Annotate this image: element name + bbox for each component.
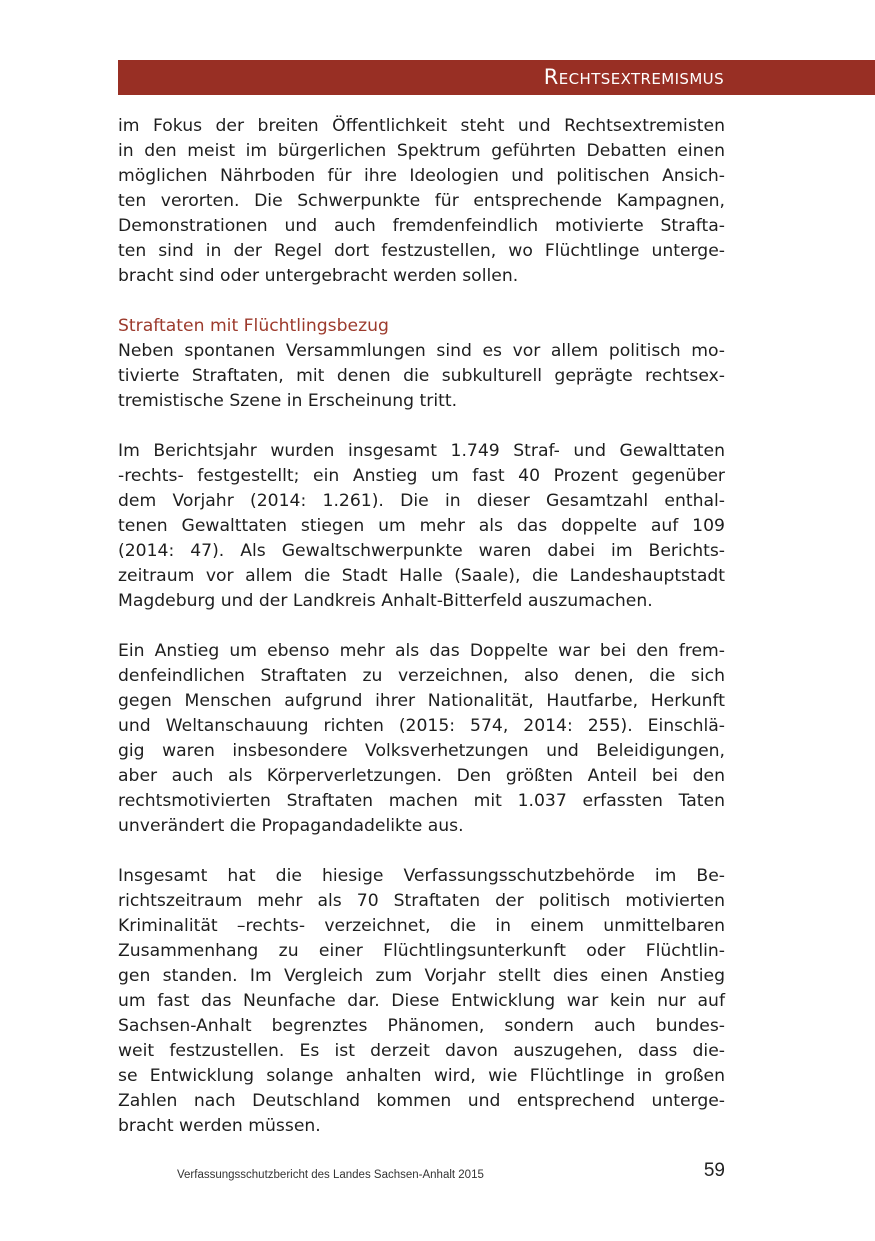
text-line: zeitraum vor allem die Stadt Halle (Saale), die Landeshauptstadt xyxy=(118,566,725,586)
text-line: bracht sind oder untergebracht werden sollen. xyxy=(118,266,519,286)
text-line: (2014: 47). Als Gewaltschwerpunkte waren dabei im Berichts- xyxy=(118,541,725,561)
text-line: im Fokus der breiten Öffentlichkeit steht und Rechtsextremisten xyxy=(118,116,725,136)
text-line: Neben spontanen Versammlungen sind es vor allem politisch mo- xyxy=(118,341,725,361)
text-line: möglichen Nährboden für ihre Ideologien und politischen Ansich- xyxy=(118,166,725,186)
text-line: Im Berichtsjahr wurden insgesamt 1.749 Straf- und Gewalttaten xyxy=(118,441,725,461)
page-number: 59 xyxy=(703,1160,725,1181)
text-line: und Weltanschauung richten (2015: 574, 2014: 255). Einschlä- xyxy=(118,716,725,736)
text-line: Insgesamt hat die hiesige Verfassungsschutzbehörde im Be- xyxy=(118,866,725,886)
paragraph-refugee-related-crimes xyxy=(118,864,725,1139)
paragraph-crime-statistics xyxy=(118,439,725,614)
text-line: richtszeitraum mehr als 70 Straftaten der politisch motivierten xyxy=(118,891,725,911)
paragraph-spontaneous-assemblies xyxy=(118,339,725,414)
section-header-bar xyxy=(118,60,875,95)
text-line: Sachsen-Anhalt begrenztes Phänomen, sondern auch bundes- xyxy=(118,1016,725,1036)
text-line: tremistische Szene in Erscheinung tritt. xyxy=(118,391,458,411)
text-line: Kriminalität –rechts- verzeichnet, die in einem unmittelbaren xyxy=(118,916,725,936)
text-line: Demonstrationen und auch fremdenfeindlich motivierte Strafta- xyxy=(118,216,725,236)
section-title: Rechtsextremismus xyxy=(543,65,724,89)
text-line: um fast das Neunfache dar. Diese Entwicklung war kein nur auf xyxy=(118,991,725,1011)
text-line: gen standen. Im Vergleich zum Vorjahr stellt dies einen Anstieg xyxy=(118,966,725,986)
text-line: Ein Anstieg um ebenso mehr als das Doppelte war bei den frem- xyxy=(118,641,725,661)
body-text xyxy=(118,114,725,1164)
text-line: unverändert die Propagandadelikte aus. xyxy=(118,816,464,836)
text-line: gegen Menschen aufgrund ihrer Nationalität, Hautfarbe, Herkunft xyxy=(118,691,725,711)
paragraph-xenophobic-crimes xyxy=(118,639,725,839)
text-line: -rechts- festgestellt; ein Anstieg um fast 40 Prozent gegenüber xyxy=(118,466,725,486)
footer-publication-title: Verfassungsschutzbericht des Landes Sachsen-Anhalt 2015 xyxy=(177,1169,484,1181)
text-line: se Entwicklung solange anhalten wird, wie Flüchtlinge in großen xyxy=(118,1066,725,1086)
text-line: in den meist im bürgerlichen Spektrum geführten Debatten einen xyxy=(118,141,725,161)
text-line: bracht werden müssen. xyxy=(118,1116,321,1136)
text-line: denfeindlichen Straftaten zu verzeichnen, also denen, die sich xyxy=(118,666,725,686)
text-line: dem Vorjahr (2014: 1.261). Die in dieser Gesamtzahl enthal- xyxy=(118,491,725,511)
text-line: weit festzustellen. Es ist derzeit davon auszugehen, dass die- xyxy=(118,1041,725,1061)
paragraph-intro-continued xyxy=(118,114,725,289)
text-line: tenen Gewalttaten stiegen um mehr als das doppelte auf 109 xyxy=(118,516,725,536)
text-line: Magdeburg und der Landkreis Anhalt-Bitterfeld auszumachen. xyxy=(118,591,653,611)
text-line: tivierte Straftaten, mit denen die subkulturell geprägte rechtsex- xyxy=(118,366,725,386)
text-line: rechtsmotivierten Straftaten machen mit 1.037 erfassten Taten xyxy=(118,791,725,811)
text-line: Zusammenhang zu einer Flüchtlingsunterkunft oder Flüchtlin- xyxy=(118,941,725,961)
text-line: ten sind in der Regel dort festzustellen, wo Flüchtlinge unterge- xyxy=(118,241,725,261)
text-line: Zahlen nach Deutschland kommen und entsprechend unterge- xyxy=(118,1091,725,1111)
text-line: aber auch als Körperverletzungen. Den größten Anteil bei den xyxy=(118,766,725,786)
text-line: gig waren insbesondere Volksverhetzungen und Beleidigungen, xyxy=(118,741,725,761)
text-line: ten verorten. Die Schwerpunkte für entsprechende Kampagnen, xyxy=(118,191,725,211)
subheading-refugee-crimes: Straftaten mit Flüchtlingsbezug xyxy=(118,316,389,336)
